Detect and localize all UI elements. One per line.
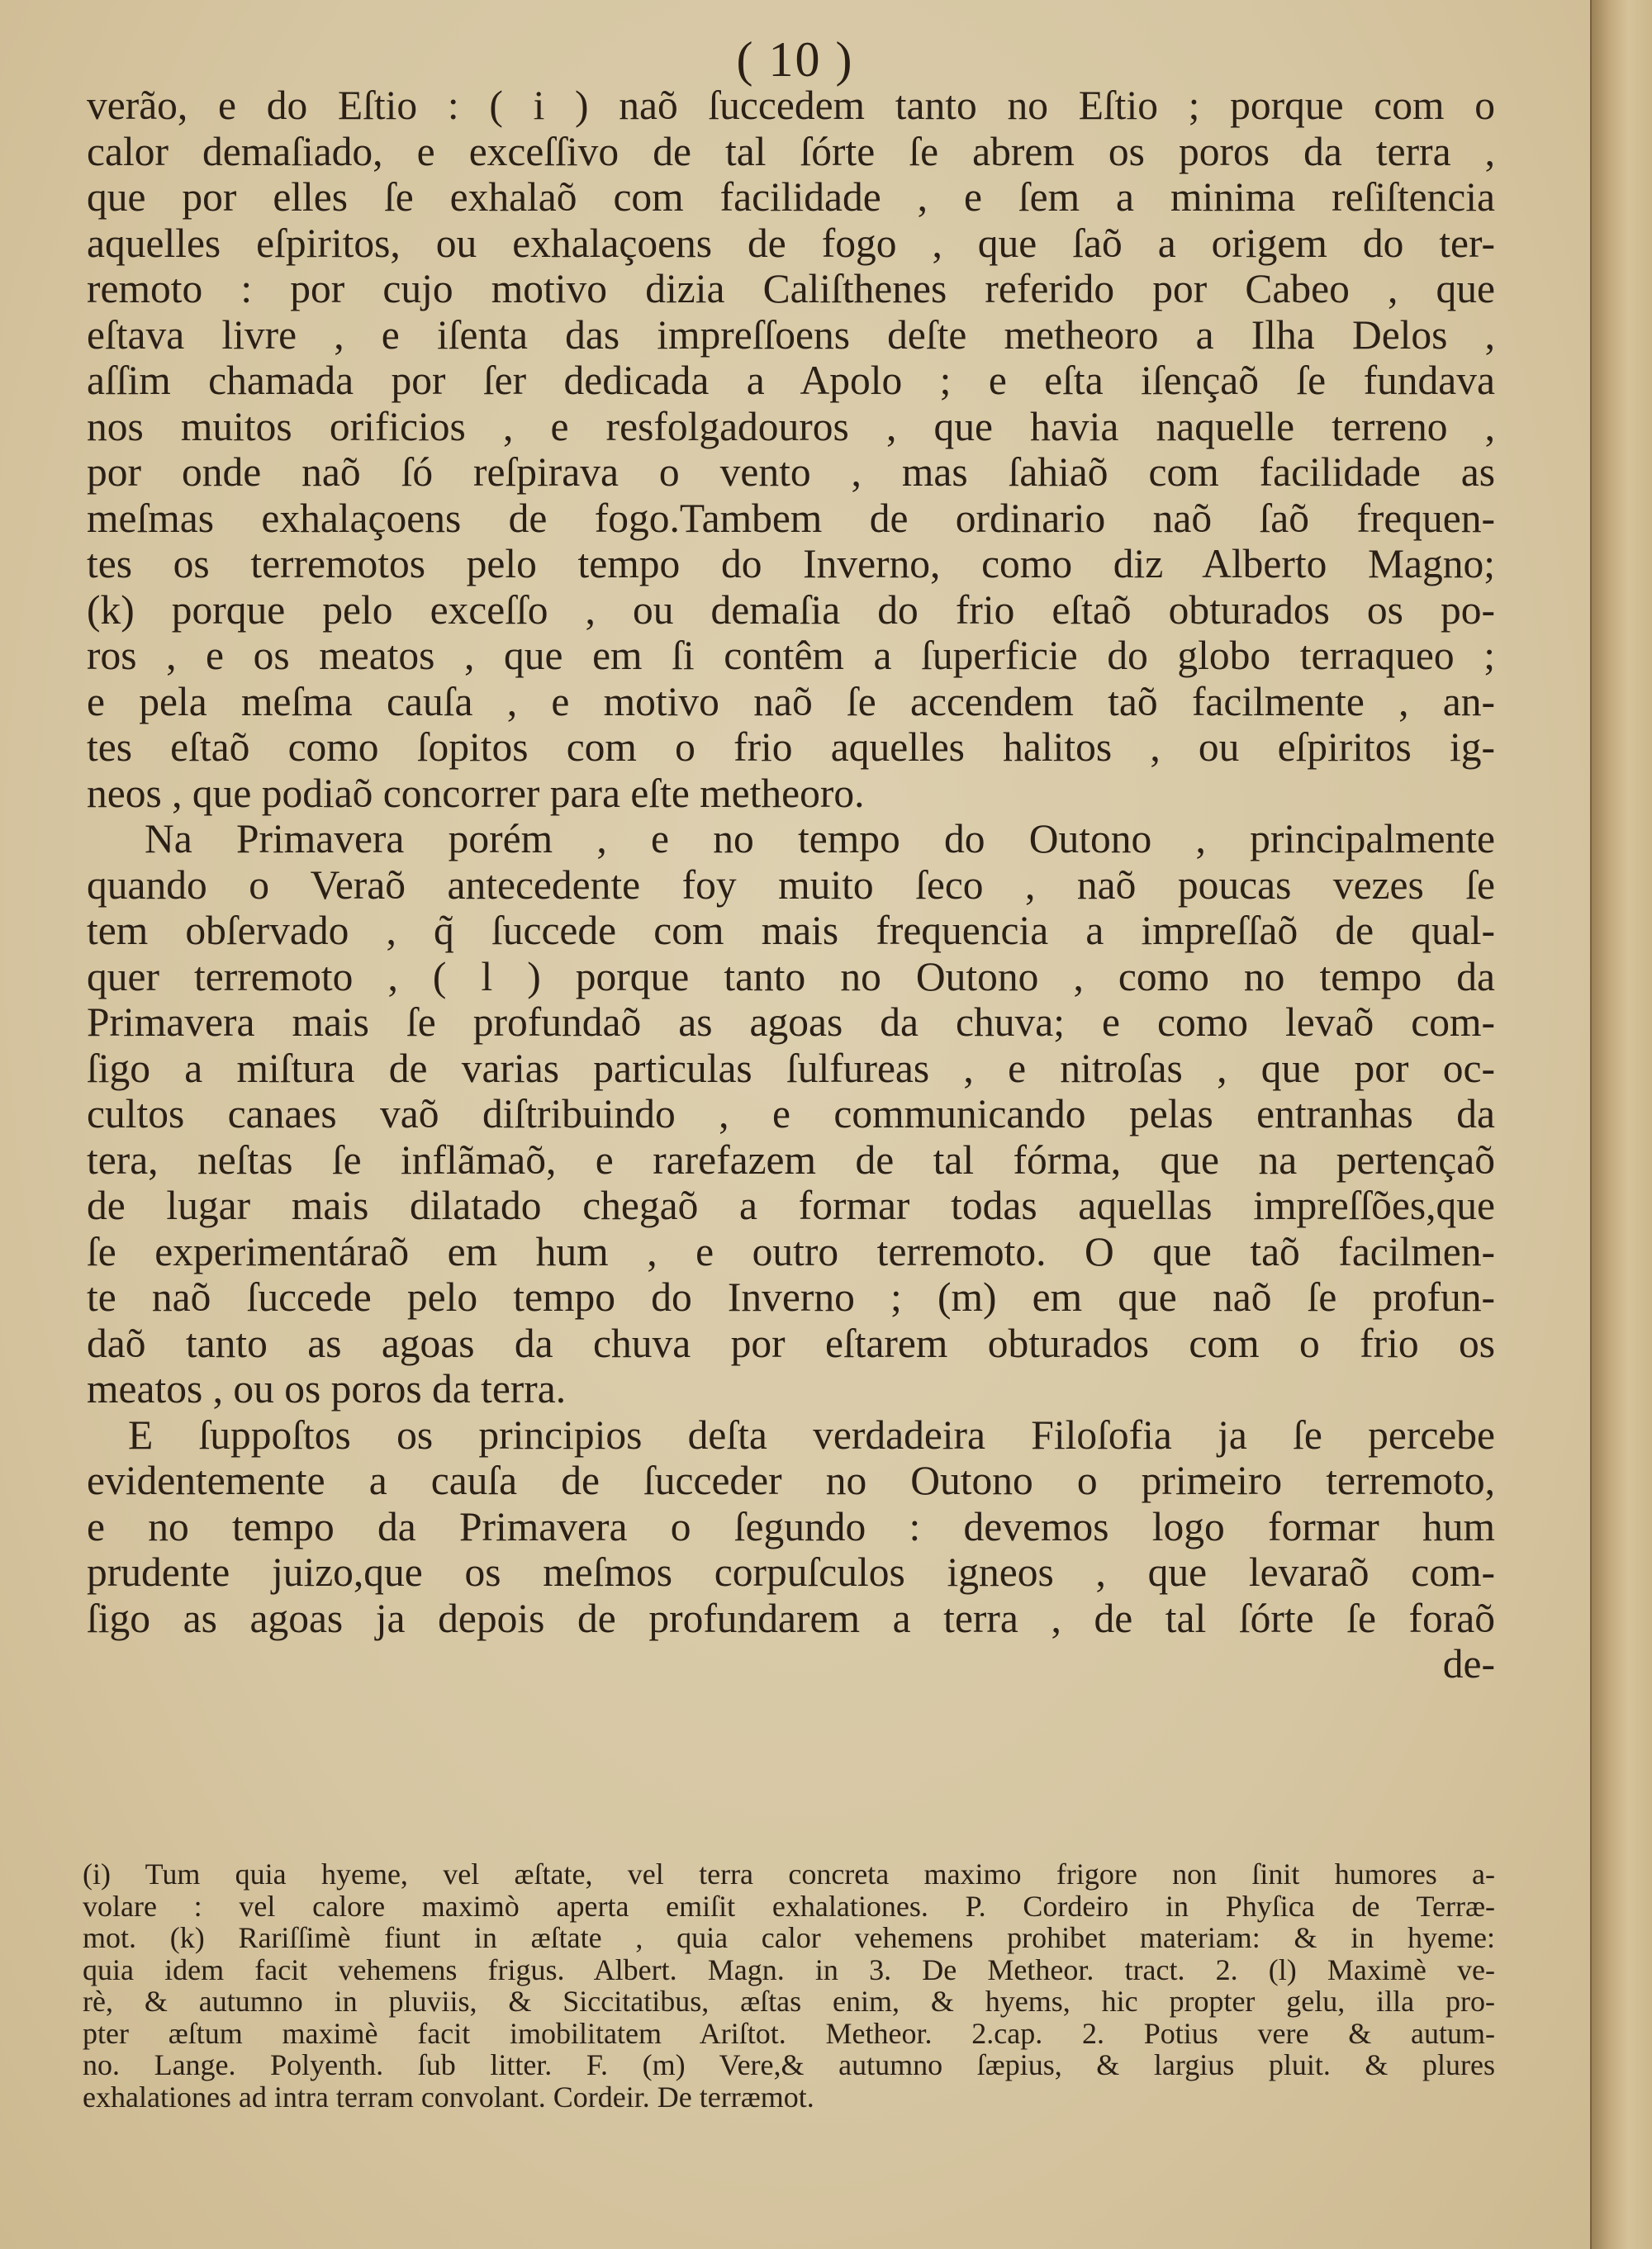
text-line: ſe experimentáraõ em hum , e outro terremoto. O que taõ facilmen-	[87, 1228, 1495, 1274]
text-line: quando o Veraõ antecedente foy muito ſeco , naõ poucas vezes ſe	[87, 861, 1495, 908]
text-line: ſigo a miſtura de varias particulas ſulfureas , e nitroſas , que por oc-	[87, 1045, 1495, 1091]
text-line: Na Primavera porém , e no tempo do Outono , principalmente	[145, 816, 1495, 861]
text-line: e no tempo da Primavera o ſegundo : devemos logo formar hum	[87, 1503, 1495, 1549]
text-line: por onde naõ ſó reſpirava o vento , mas ſahiaõ com facilidade as	[87, 449, 1495, 495]
text-line: calor demaſiado, e exceſſivo de tal ſórte ſe abrem os poros da terra ,	[87, 128, 1495, 174]
text-line: que por elles ſe exhalaõ com facilidade , e ſem a minima reſiſtencia	[87, 174, 1495, 220]
text-line: Primavera mais ſe profundaõ as agoas da chuva; e como levaõ com-	[87, 999, 1495, 1045]
text-line: tem obſervado , q̃ ſuccede com mais frequencia a impreſſaõ de qual-	[87, 908, 1495, 953]
text-line: ſigo as agoas ja depois de profundarem a terra , de tal ſórte ſe foraõ	[87, 1595, 1495, 1641]
text-line: ros , e os meatos , que em ſi contêm a ſuperficie do globo terraqueo ;	[87, 633, 1495, 678]
footnote-line: exhalationes ad intra terram convolant. Cordeir. De terræmot.	[83, 2080, 814, 2114]
text-line: tes os terremotos pelo tempo do Inverno, como diz Alberto Magno;	[87, 541, 1495, 586]
footnote-line: quia idem facit vehemens frigus. Albert. Magn. in 3. De Metheor. tract. 2. (l) Maximè ve-	[83, 1952, 1495, 1986]
text-line: meſmas exhalaçoens de fogo.Tambem de ordinario naõ ſaõ frequen-	[87, 495, 1495, 541]
text-line: cultos canaes vaõ diſtribuindo , e communicando pelas entranhas da	[87, 1091, 1495, 1136]
text-line: nos muitos orificios , e resfolgadouros , que havia naquelle terreno ,	[87, 403, 1495, 449]
text-line: tera, neſtas ſe inflãmaõ, e rarefazem de tal fórma, que na pertençaõ	[87, 1136, 1495, 1183]
text-line: aſſim chamada por ſer dedicada a Apolo ; e eſta iſençaõ ſe fundava	[87, 358, 1495, 403]
footnote-line: rè, & autumno in pluviis, & Siccitatibus, æſtas enim, & hyems, hic propter gelu, illa pro-	[83, 1985, 1495, 2018]
text-line: aquelles eſpiritos, ou exhalaçoens de fogo , que ſaõ a origem do ter-	[87, 220, 1495, 266]
footnotes	[83, 1858, 1495, 2113]
text-line: meatos , ou os poros da terra.	[87, 1366, 567, 1412]
text-line: eſtava livre , e iſenta das impreſſoens deſte metheoro a Ilha Delos ,	[87, 311, 1495, 358]
footnote-line: pter æſtum maximè facit imobilitatem Ariſtot. Metheor. 2.cap. 2. Potius vere & autum-	[83, 2016, 1495, 2050]
footnote-line: no. Lange. Polyenth. ſub litter. F. (m) Vere,& autumno ſæpius, & largius pluit. & plures	[83, 2048, 1495, 2081]
footnote-line: volare : vel calore maximò aperta emiſit exhalationes. P. Cordeiro in Phyſica de Terræ-	[83, 1889, 1495, 1923]
text-line: tes eſtaõ como ſopitos com o frio aquelles halitos , ou eſpiritos ig-	[87, 724, 1495, 770]
main-text	[87, 83, 1495, 1687]
text-line: e pela meſma cauſa , e motivo naõ ſe accendem taõ facilmente , an-	[87, 678, 1495, 724]
text-line: neos , que podiaõ concorrer para eſte metheoro.	[87, 770, 865, 816]
text-line: E ſuppoſtos os principios deſta verdadeira Filoſofia ja ſe percebe	[128, 1412, 1495, 1458]
text-line: verão, e do Eſtio : ( i ) naõ ſuccedem tanto no Eſtio ; porque com o	[87, 83, 1495, 128]
footnote-line: (i) Tum quia hyeme, vel æſtate, vel terra concreta maximo frigore non ſinit humores a-	[83, 1858, 1495, 1891]
text-line: prudente juizo,que os meſmos corpuſculos igneos , que levaraõ com-	[87, 1549, 1495, 1595]
catchword: de-	[1442, 1641, 1495, 1687]
text-line: remoto : por cujo motivo dizia Caliſthenes referido por Cabeo , que	[87, 266, 1495, 311]
page-binding-edge	[1590, 0, 1652, 2249]
text-line: quer terremoto , ( l ) porque tanto no Outono , como no tempo da	[87, 953, 1495, 999]
footnote-line: mot. (k) Rariſſimè fiunt in æſtate , quia calor vehemens prohibet materiam: & in hyeme:	[83, 1921, 1495, 1954]
text-line: te naõ ſuccede pelo tempo do Inverno ; (m) em que naõ ſe profun-	[87, 1274, 1495, 1320]
text-line: evidentemente a cauſa de ſucceder no Outono o primeiro terremoto,	[87, 1458, 1495, 1503]
text-line: daõ tanto as agoas da chuva por eſtarem obturados com o frio os	[87, 1320, 1495, 1366]
text-line: de lugar mais dilatado chegaõ a formar todas aquellas impreſſões,que	[87, 1183, 1495, 1228]
page-number: ( 10 )	[736, 32, 854, 87]
text-line: (k) porque pelo exceſſo , ou demaſia do frio eſtaõ obturados os po-	[87, 586, 1495, 633]
